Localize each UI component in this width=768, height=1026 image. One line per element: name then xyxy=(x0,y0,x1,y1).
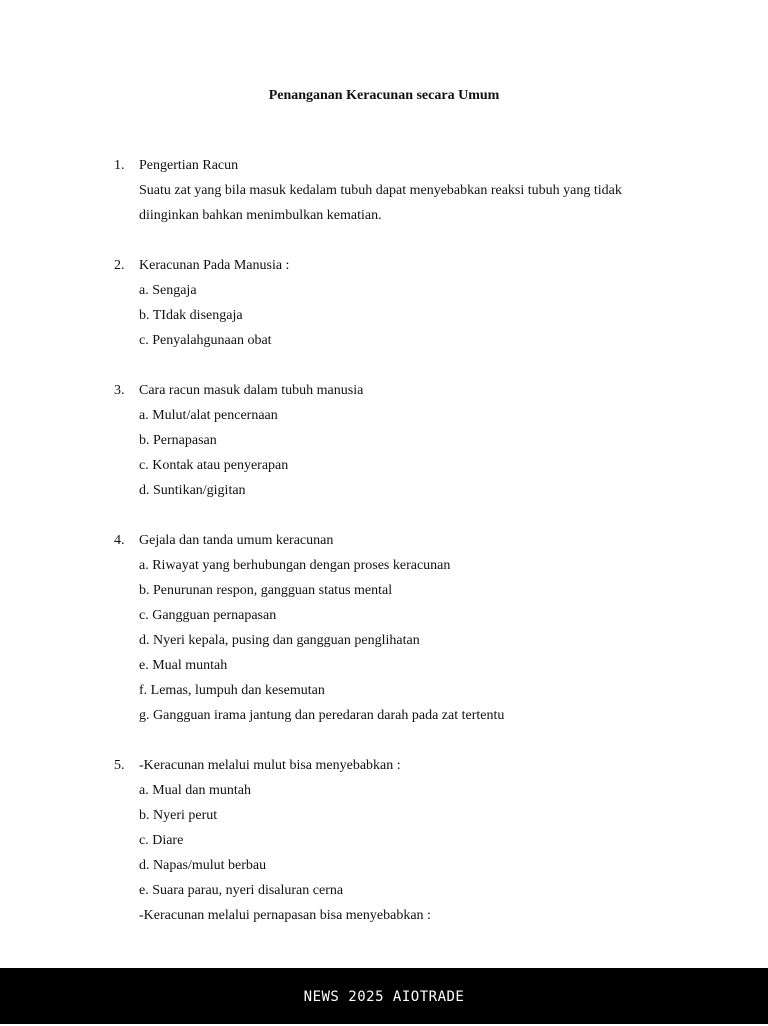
list-item xyxy=(114,530,714,730)
section-heading xyxy=(114,380,714,405)
section-line: e. Suara parau, nyeri disaluran cerna xyxy=(139,883,344,898)
section-heading-text: Keracunan Pada Manusia : xyxy=(139,258,290,273)
section-line: b. TIdak disengaja xyxy=(139,308,243,323)
section-heading xyxy=(114,530,714,555)
section-line: b. Nyeri perut xyxy=(139,808,218,823)
section-heading-text: Cara racun masuk dalam tubuh manusia xyxy=(139,383,364,398)
section-line: -Keracunan melalui pernapasan bisa menyebabkan : xyxy=(139,908,431,923)
section-line: g. Gangguan irama jantung dan peredaran darah pada zat tertentu xyxy=(139,708,505,723)
section-line: b. Pernapasan xyxy=(139,433,217,448)
section-line: c. Diare xyxy=(139,833,184,848)
section-number: 2. xyxy=(114,258,125,273)
section-line: a. Mulut/alat pencernaan xyxy=(139,408,278,423)
section-line: diinginkan bahkan menimbulkan kematian. xyxy=(139,208,382,223)
section-line: b. Penurunan respon, gangguan status mental xyxy=(139,583,393,598)
section-line: c. Gangguan pernapasan xyxy=(139,608,277,623)
list-item xyxy=(114,255,714,355)
section-number: 5. xyxy=(114,758,125,773)
section-line: c. Penyalahgunaan obat xyxy=(139,333,272,348)
footer-banner xyxy=(0,968,768,1024)
section-number: 4. xyxy=(114,533,125,548)
section-line: d. Suntikan/gigitan xyxy=(139,483,246,498)
document-content xyxy=(114,155,714,955)
document-title: Penanganan Keracunan secara Umum xyxy=(268,88,500,103)
section-heading xyxy=(114,255,714,280)
section-number: 1. xyxy=(114,158,125,173)
section-line: Suatu zat yang bila masuk kedalam tubuh dapat menyebabkan reaksi tubuh yang tidak xyxy=(139,183,622,198)
section-line: f. Lemas, lumpuh dan kesemutan xyxy=(139,683,325,698)
section-line: a. Sengaja xyxy=(139,283,197,298)
section-heading xyxy=(114,755,714,780)
section-line: d. Nyeri kepala, pusing dan gangguan penglihatan xyxy=(139,633,420,648)
section-line: e. Mual muntah xyxy=(139,658,228,673)
section-line: a. Mual dan muntah xyxy=(139,783,251,798)
list-item xyxy=(114,155,714,230)
list-item xyxy=(114,755,714,930)
footer-text: NEWS 2025 AIOTRADE xyxy=(303,989,465,1005)
list-item xyxy=(114,380,714,505)
section-line: c. Kontak atau penyerapan xyxy=(139,458,289,473)
section-heading xyxy=(114,155,714,180)
section-heading-text: -Keracunan melalui mulut bisa menyebabkan : xyxy=(139,758,401,773)
section-heading-text: Gejala dan tanda umum keracunan xyxy=(139,533,334,548)
section-line: d. Napas/mulut berbau xyxy=(139,858,267,873)
section-line: a. Riwayat yang berhubungan dengan proses keracunan xyxy=(139,558,451,573)
section-number: 3. xyxy=(114,383,125,398)
section-heading-text: Pengertian Racun xyxy=(139,158,239,173)
